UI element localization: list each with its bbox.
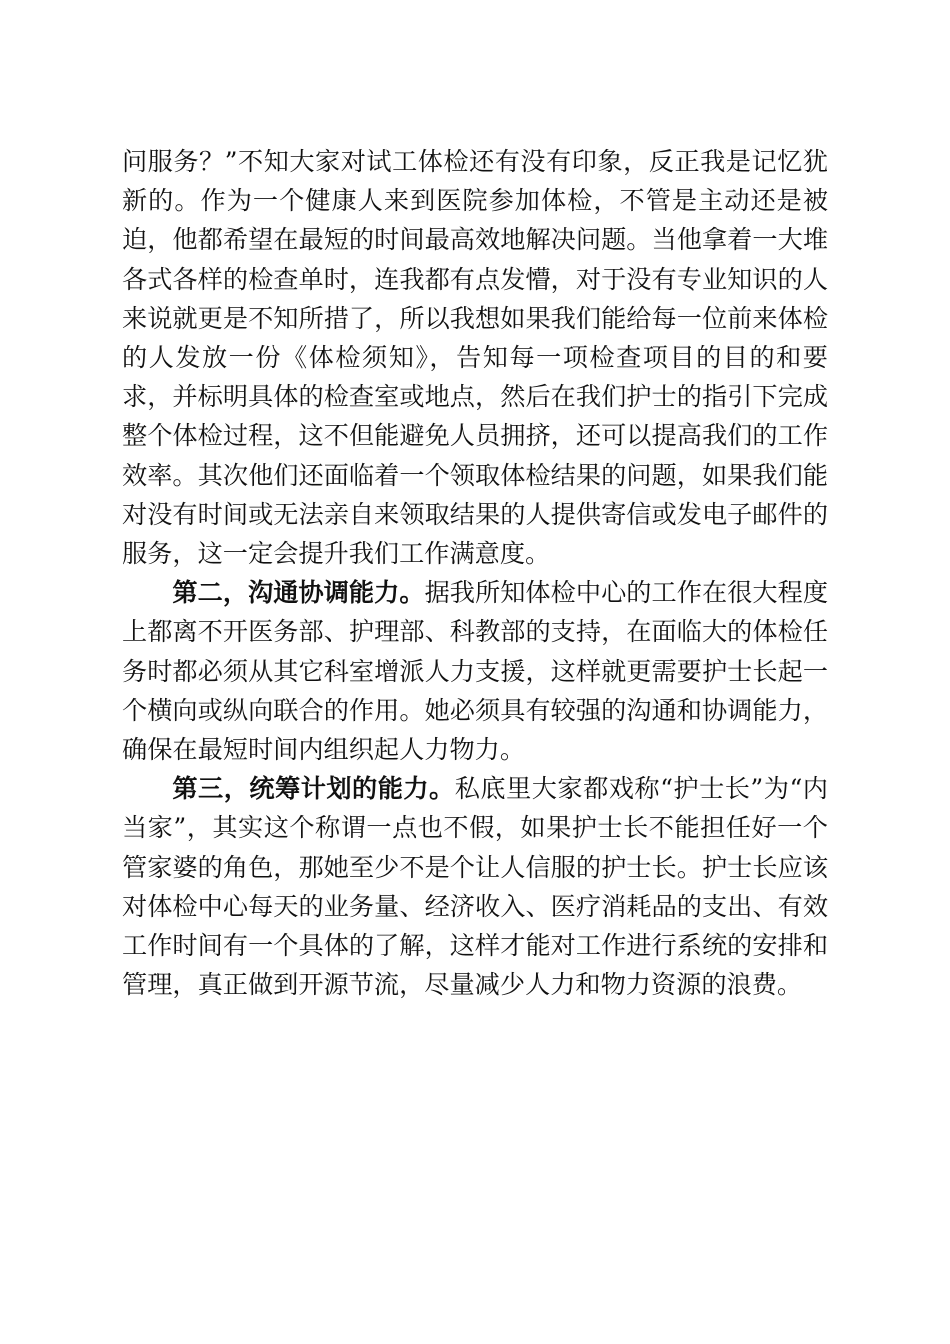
paragraph-3-heading: 第三，统筹计划的能力。 [172,773,455,804]
paragraph-3-text: 私底里大家都戏称“护士长”为“内当家”，其实这个称谓一点也不假，如果护士长不能担任好一个管家婆的角色，那她至少不是个让人信服的护士长。护士长应该对体检中心每天的业务量、经济收入、医疗消耗品的支出、有效工作时间有一个具体的了解，这样才能对工作进行系统的安排和管理，真正做到开源节流，尽量减少人力和物力资源的浪费。 [122,774,828,1000]
paragraph-2-text: 据我所知体检中心的工作在很大程度上都离不开医务部、护理部、科教部的支持，在面临大的体检任务时都必须从其它科室增派人力支援，这样就更需要护士长起一个横向或纵向联合的作用。她必须具有较强的沟通和协调能力，确保在最短时间内组织起人力物力。 [122,578,829,765]
paragraph-continuation [122,142,828,573]
paragraph-2-heading: 第二，沟通协调能力。 [172,577,425,608]
paragraph-1-text: 问服务？”不知大家对试工体检还有没有印象，反正我是记忆犹新的。作为一个健康人来到医院参加体检，不管是主动还是被迫，他都希望在最短的时间最高效地解决问题。当他拿着一大堆各式各样的检查单时，连我都有点发懵，对于没有专业知识的人来说就更是不知所措了，所以我想如果我们能给每一位前来体检的人发放一份《体检须知》，告知每一项检查项目的目的和要求，并标明具体的检查室或地点，然后在我们护士的指引下完成整个体检过程，这不但能避免人员拥挤，还可以提高我们的工作效率。其次他们还面临着一个领取体检结果的问题，如果我们能对没有时间或无法亲自来领取结果的人提供寄信或发电子邮件的服务，这一定会提升我们工作满意度。 [122,147,828,569]
paragraph-planning [122,769,828,1004]
document-body [122,142,828,1004]
paragraph-communication [122,573,828,769]
